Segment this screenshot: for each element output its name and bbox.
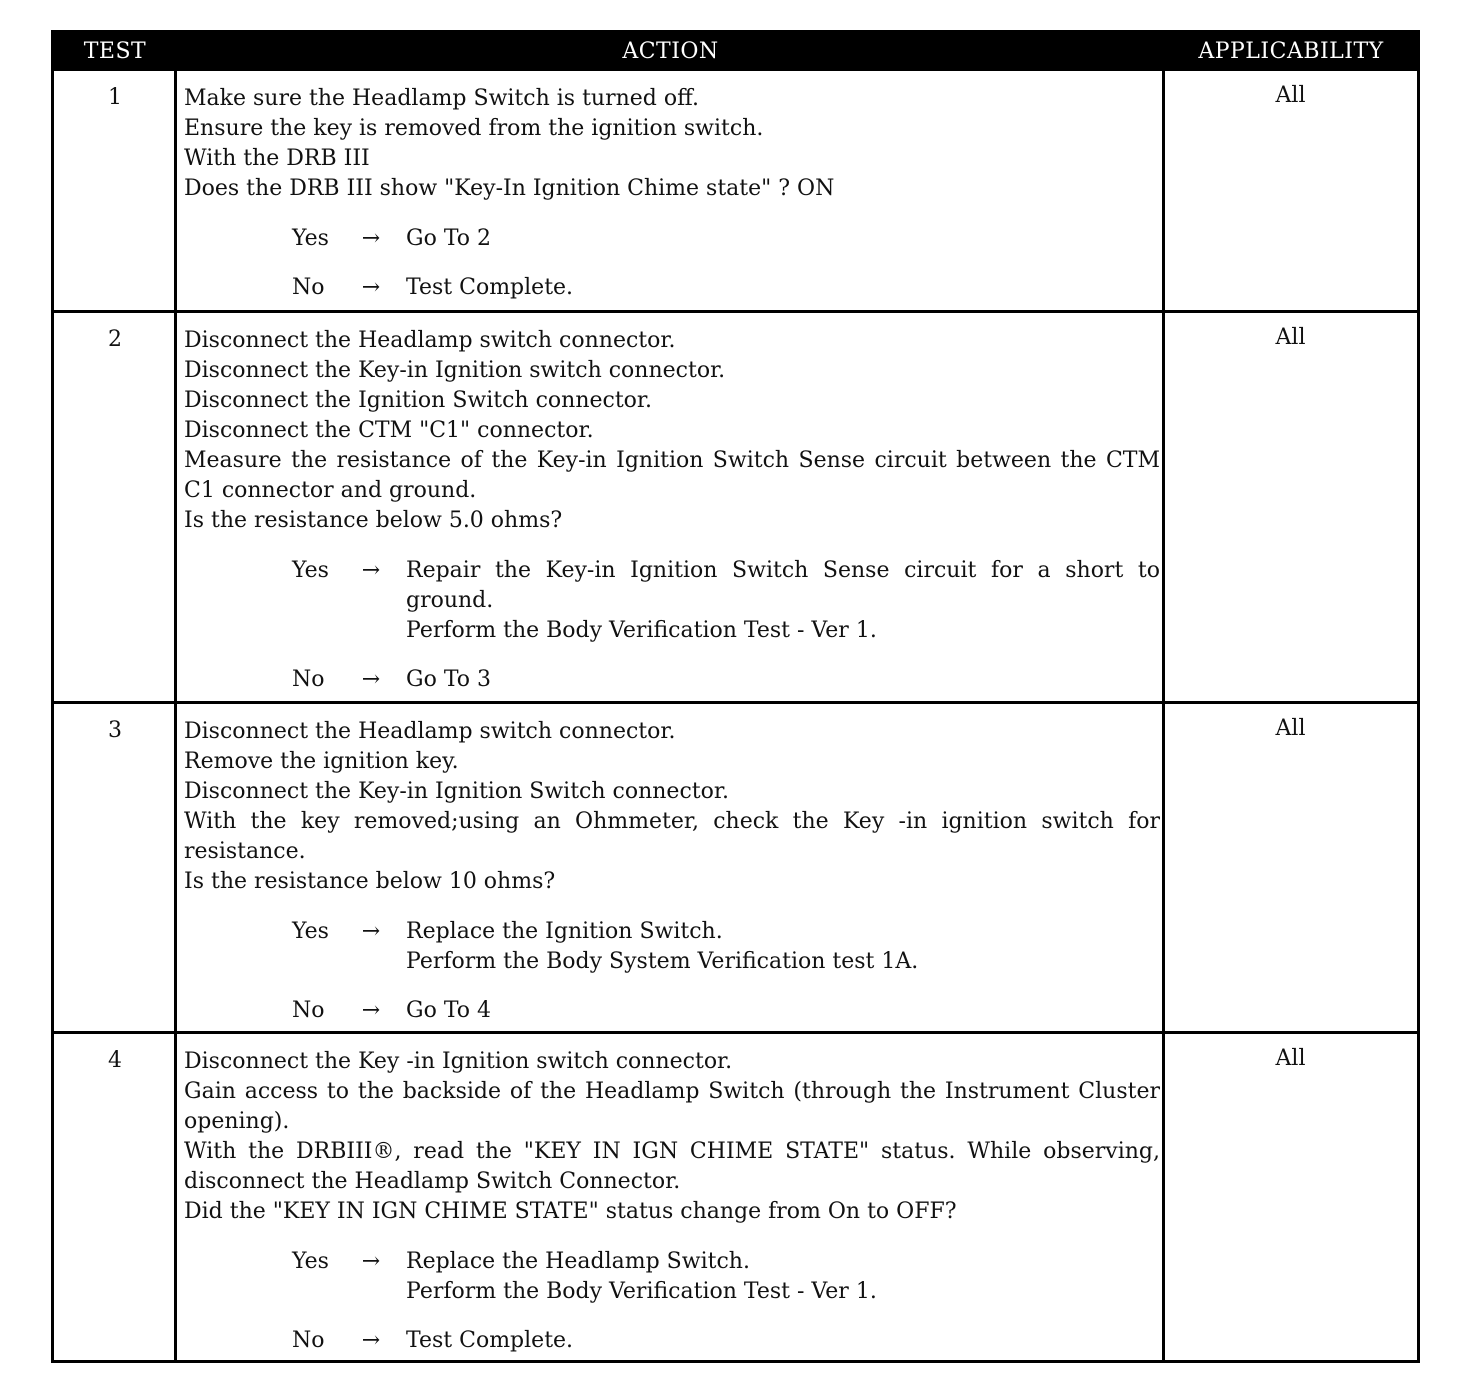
no-label: No (292, 998, 325, 1023)
yes-label: Yes (292, 226, 329, 251)
header-test: TEST (54, 33, 176, 71)
arrow-icon: → (361, 558, 381, 583)
test-number: 3 (108, 718, 122, 743)
action-step: Disconnect the Key-in Ignition switch connector. (184, 358, 726, 383)
action-step: Does the DRB III show "Key-In Ignition Chime state" ? ON (184, 176, 835, 201)
result-line: Go To 2 (406, 226, 492, 251)
no-label: No (292, 275, 325, 300)
action-step: Measure the resistance of the Key-in Ignition Switch Sense circuit between the CTM C1 connector and ground. (184, 448, 1160, 503)
arrow-icon: → (361, 1328, 381, 1353)
no-branch (184, 273, 1160, 303)
yes-label: Yes (292, 919, 329, 944)
no-branch (184, 665, 1160, 695)
yes-result (406, 917, 1160, 977)
action-step: Gain access to the backside of the Headlamp Switch (through the Instrument Cluster opening). (184, 1079, 1160, 1134)
no-branch (184, 1326, 1160, 1356)
yes-result (406, 556, 1160, 646)
action-step: Disconnect the Ignition Switch connector. (184, 388, 653, 413)
action-step: Remove the ignition key. (184, 749, 459, 774)
test-number: 1 (108, 85, 122, 110)
diagnostic-table (51, 30, 1420, 1363)
arrow-icon: → (361, 919, 381, 944)
no-branch (184, 996, 1160, 1026)
result-line: Perform the Body Verification Test - Ver 1. (406, 1279, 877, 1304)
action-step: Make sure the Headlamp Switch is turned off. (184, 86, 699, 111)
action-step: With the DRB III (184, 146, 370, 171)
no-result (406, 1326, 1160, 1356)
result-line: Test Complete. (406, 275, 574, 300)
action-step: With the key removed;using an Ohmmeter, check the Key -in ignition switch for resistance. (184, 809, 1160, 864)
no-result (406, 665, 1160, 695)
yes-label: Yes (292, 1249, 329, 1274)
action-step: Is the resistance below 10 ohms? (184, 869, 556, 894)
yes-result (406, 1247, 1160, 1307)
action-cell (184, 1047, 1160, 1356)
result-line: Perform the Body System Verification test 1A. (406, 949, 919, 974)
column-divider (174, 71, 177, 1360)
row-divider (54, 701, 1417, 704)
yes-result (406, 224, 1160, 254)
action-step: Disconnect the CTM "C1" connector. (184, 418, 594, 443)
action-step: Is the resistance below 5.0 ohms? (184, 508, 563, 533)
arrow-icon: → (361, 667, 381, 692)
arrow-icon: → (361, 226, 381, 251)
action-step: Did the "KEY IN IGN CHIME STATE" status change from On to OFF? (184, 1199, 957, 1224)
result-line: Replace the Headlamp Switch. (406, 1249, 750, 1274)
yes-label: Yes (292, 558, 329, 583)
yes-branch (184, 556, 1160, 646)
no-label: No (292, 1328, 325, 1353)
action-step: With the DRBIII®, read the "KEY IN IGN CHIME STATE" status. While observing, disconnect the Headlamp Switch Connector. (184, 1139, 1160, 1194)
row-divider (54, 1031, 1417, 1034)
applicability-value: All (1275, 325, 1306, 350)
result-line: Replace the Ignition Switch. (406, 919, 723, 944)
no-result (406, 273, 1160, 303)
yes-branch (184, 1247, 1160, 1307)
result-line: Test Complete. (406, 1328, 574, 1353)
row-divider (54, 310, 1417, 313)
no-label: No (292, 667, 325, 692)
header-action: ACTION (176, 33, 1165, 71)
result-line: Perform the Body Verification Test - Ver 1. (406, 618, 877, 643)
test-number: 4 (108, 1048, 122, 1073)
action-cell (184, 717, 1160, 1026)
arrow-icon: → (361, 275, 381, 300)
applicability-value: All (1275, 1046, 1306, 1071)
action-step: Disconnect the Key-in Ignition Switch connector. (184, 779, 729, 804)
action-step: Disconnect the Headlamp switch connector. (184, 719, 676, 744)
applicability-value: All (1275, 716, 1306, 741)
action-cell (184, 326, 1160, 695)
action-step: Disconnect the Headlamp switch connector. (184, 328, 676, 353)
test-number: 2 (108, 327, 122, 352)
result-line: Repair the Key-in Ignition Switch Sense circuit for a short to ground. (406, 558, 1160, 613)
result-line: Go To 4 (406, 998, 492, 1023)
arrow-icon: → (361, 1249, 381, 1274)
action-cell (184, 84, 1160, 303)
no-result (406, 996, 1160, 1026)
result-line: Go To 3 (406, 667, 492, 692)
action-step: Ensure the key is removed from the ignition switch. (184, 116, 764, 141)
arrow-icon: → (361, 998, 381, 1023)
header-applicability: APPLICABILITY (1165, 33, 1417, 71)
yes-branch (184, 224, 1160, 254)
yes-branch (184, 917, 1160, 977)
action-step: Disconnect the Key -in Ignition switch connector. (184, 1049, 733, 1074)
applicability-value: All (1275, 83, 1306, 108)
